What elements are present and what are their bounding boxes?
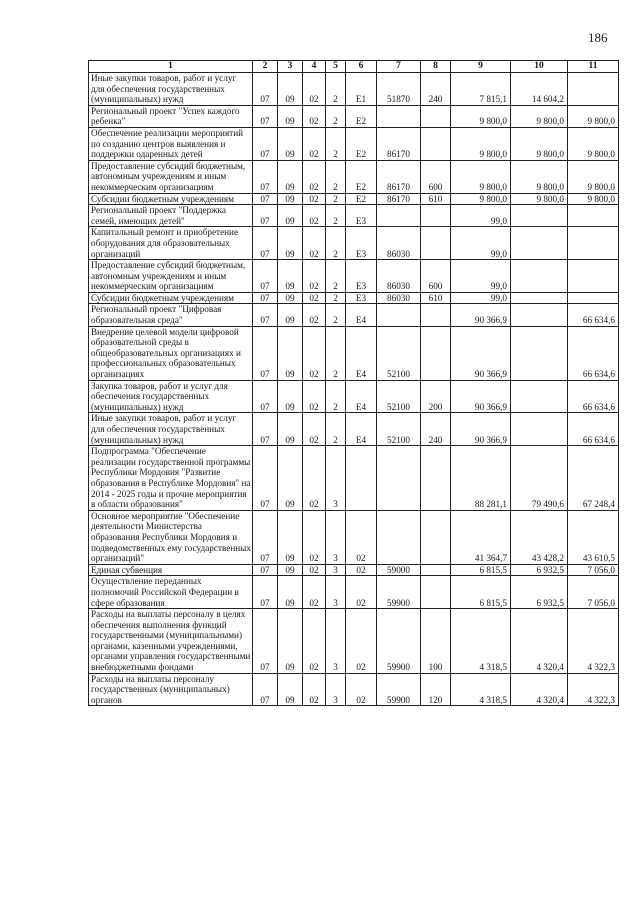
project-cell: Е1: [346, 73, 377, 106]
name-cell: Осуществление переданных полномочий Российской Федерации в сфере образования: [89, 576, 253, 609]
program-cell: 02: [303, 160, 326, 193]
subprogram-cell: 3: [326, 510, 346, 564]
table-row: [89, 326, 619, 380]
name-cell: Региональный проект "Цифровая образовательная среда": [89, 304, 253, 326]
column-header-3: 3: [278, 61, 303, 73]
amount-year1-cell: 99,0: [451, 205, 511, 227]
subprogram-cell: 2: [326, 304, 346, 326]
table-row: [89, 564, 619, 576]
amount-year3-cell: 67 248,4: [568, 446, 619, 511]
amount-year1-cell: 6 815,5: [451, 576, 511, 609]
expense-type-cell: 240: [421, 413, 451, 446]
expense-type-cell: [421, 105, 451, 127]
program-cell: 02: [303, 105, 326, 127]
amount-year1-cell: 9 800,0: [451, 105, 511, 127]
direction-cell: 59000: [377, 564, 421, 576]
direction-cell: 86030: [377, 227, 421, 260]
direction-cell: 51870: [377, 73, 421, 106]
table-row: [89, 673, 619, 706]
amount-year3-cell: [568, 73, 619, 106]
table-row: [89, 446, 619, 511]
program-cell: 02: [303, 446, 326, 511]
direction-cell: [377, 105, 421, 127]
name-cell: Капитальный ремонт и приобретение оборудования для образовательных организаций: [89, 227, 253, 260]
name-cell: Субсидии бюджетным учреждениям: [89, 193, 253, 205]
table-row: [89, 73, 619, 106]
rz-cell: 07: [253, 380, 278, 413]
amount-year2-cell: 4 320,4: [511, 609, 568, 674]
table-row: [89, 413, 619, 446]
amount-year3-cell: 9 800,0: [568, 105, 619, 127]
page-number: 186: [588, 30, 608, 45]
name-cell: Внедрение целевой модели цифровой образовательной среды в общеобразовательных организациях и профессиональных образовательных организациях: [89, 326, 253, 380]
expense-type-cell: 610: [421, 193, 451, 205]
program-cell: 02: [303, 227, 326, 260]
project-cell: Е3: [346, 227, 377, 260]
program-cell: 02: [303, 380, 326, 413]
project-cell: Е4: [346, 304, 377, 326]
amount-year1-cell: 4 318,5: [451, 673, 511, 706]
prz-cell: 09: [278, 227, 303, 260]
project-cell: 02: [346, 609, 377, 674]
name-cell: Региональный проект "Успех каждого ребенка": [89, 105, 253, 127]
program-cell: 02: [303, 510, 326, 564]
prz-cell: 09: [278, 193, 303, 205]
column-header-5: 5: [326, 61, 346, 73]
program-cell: 02: [303, 304, 326, 326]
amount-year1-cell: 90 366,9: [451, 413, 511, 446]
prz-cell: 09: [278, 609, 303, 674]
project-cell: Е4: [346, 326, 377, 380]
rz-cell: 07: [253, 73, 278, 106]
prz-cell: 09: [278, 127, 303, 160]
direction-cell: [377, 510, 421, 564]
amount-year3-cell: 9 800,0: [568, 160, 619, 193]
rz-cell: 07: [253, 260, 278, 293]
name-cell: Основное мероприятие "Обеспечение деятельности Министерства образования Республики Мордовия и подведомственных ему государственных организаций": [89, 510, 253, 564]
prz-cell: 09: [278, 380, 303, 413]
name-cell: Закупка товаров, работ и услуг для обеспечения государственных (муниципальных) нужд: [89, 380, 253, 413]
name-cell: Иные закупки товаров, работ и услуг для обеспечения государственных (муниципальных) нужд: [89, 413, 253, 446]
amount-year2-cell: [511, 380, 568, 413]
amount-year2-cell: [511, 304, 568, 326]
subprogram-cell: 2: [326, 193, 346, 205]
table-row: [89, 260, 619, 293]
column-header-8: 8: [421, 61, 451, 73]
amount-year3-cell: 66 634,6: [568, 304, 619, 326]
amount-year2-cell: 6 932,5: [511, 564, 568, 576]
column-header-9: 9: [451, 61, 511, 73]
expense-type-cell: [421, 304, 451, 326]
amount-year3-cell: 43 610,5: [568, 510, 619, 564]
name-cell: Предоставление субсидий бюджетным, автономным учреждениям и иным некоммерческим организациям: [89, 160, 253, 193]
name-cell: Расходы на выплаты персоналу государственных (муниципальных) органов: [89, 673, 253, 706]
amount-year1-cell: 90 366,9: [451, 380, 511, 413]
prz-cell: 09: [278, 326, 303, 380]
amount-year2-cell: 9 800,0: [511, 193, 568, 205]
direction-cell: 52100: [377, 326, 421, 380]
direction-cell: 86170: [377, 127, 421, 160]
table-row: [89, 160, 619, 193]
subprogram-cell: 2: [326, 413, 346, 446]
column-header-10: 10: [511, 61, 568, 73]
prz-cell: 09: [278, 564, 303, 576]
expense-type-cell: 240: [421, 73, 451, 106]
program-cell: 02: [303, 673, 326, 706]
table-body: [89, 73, 619, 706]
program-cell: 02: [303, 73, 326, 106]
header-row: [89, 61, 619, 73]
project-cell: Е3: [346, 205, 377, 227]
amount-year3-cell: 7 056,0: [568, 564, 619, 576]
name-cell: Подпрограмма "Обеспечение реализации государственной программы Республики Мордовия "Развитие образования в Республике Мордовия" на 2014 - 2025 годы и прочие мероприятия в области образования": [89, 446, 253, 511]
expense-type-cell: 610: [421, 292, 451, 304]
subprogram-cell: 3: [326, 576, 346, 609]
amount-year3-cell: [568, 227, 619, 260]
table-row: [89, 292, 619, 304]
amount-year3-cell: 4 322,3: [568, 673, 619, 706]
subprogram-cell: 3: [326, 446, 346, 511]
program-cell: 02: [303, 127, 326, 160]
table-row: [89, 227, 619, 260]
amount-year1-cell: 4 318,5: [451, 609, 511, 674]
amount-year2-cell: 9 800,0: [511, 127, 568, 160]
rz-cell: 07: [253, 227, 278, 260]
direction-cell: [377, 304, 421, 326]
subprogram-cell: 2: [326, 205, 346, 227]
rz-cell: 07: [253, 564, 278, 576]
amount-year3-cell: 4 322,3: [568, 609, 619, 674]
name-cell: Субсидии бюджетным учреждениям: [89, 292, 253, 304]
amount-year1-cell: 99,0: [451, 227, 511, 260]
amount-year2-cell: 79 490,6: [511, 446, 568, 511]
column-header-4: 4: [303, 61, 326, 73]
table-row: [89, 205, 619, 227]
amount-year2-cell: [511, 326, 568, 380]
table-row: [89, 609, 619, 674]
table-row: [89, 304, 619, 326]
amount-year1-cell: 90 366,9: [451, 304, 511, 326]
amount-year3-cell: 66 634,6: [568, 413, 619, 446]
amount-year3-cell: 9 800,0: [568, 127, 619, 160]
rz-cell: 07: [253, 193, 278, 205]
amount-year2-cell: [511, 205, 568, 227]
program-cell: 02: [303, 564, 326, 576]
name-cell: Единая субвенция: [89, 564, 253, 576]
program-cell: 02: [303, 576, 326, 609]
expense-type-cell: [421, 127, 451, 160]
rz-cell: 07: [253, 304, 278, 326]
amount-year3-cell: [568, 260, 619, 293]
budget-table: [88, 60, 619, 706]
program-cell: 02: [303, 260, 326, 293]
direction-cell: 52100: [377, 380, 421, 413]
table-row: [89, 105, 619, 127]
subprogram-cell: 2: [326, 127, 346, 160]
rz-cell: 07: [253, 510, 278, 564]
amount-year1-cell: 41 364,7: [451, 510, 511, 564]
rz-cell: 07: [253, 446, 278, 511]
expense-type-cell: 600: [421, 260, 451, 293]
rz-cell: 07: [253, 292, 278, 304]
expense-type-cell: 600: [421, 160, 451, 193]
amount-year3-cell: 9 800,0: [568, 193, 619, 205]
table-row: [89, 510, 619, 564]
direction-cell: 86030: [377, 260, 421, 293]
amount-year2-cell: 4 320,4: [511, 673, 568, 706]
project-cell: Е3: [346, 260, 377, 293]
project-cell: Е2: [346, 127, 377, 160]
prz-cell: 09: [278, 292, 303, 304]
prz-cell: 09: [278, 576, 303, 609]
amount-year2-cell: 6 932,5: [511, 576, 568, 609]
table-row: [89, 193, 619, 205]
rz-cell: 07: [253, 160, 278, 193]
prz-cell: 09: [278, 105, 303, 127]
expense-type-cell: [421, 326, 451, 380]
subprogram-cell: 2: [326, 160, 346, 193]
amount-year2-cell: 9 800,0: [511, 105, 568, 127]
amount-year1-cell: 7 815,1: [451, 73, 511, 106]
rz-cell: 07: [253, 127, 278, 160]
subprogram-cell: 3: [326, 564, 346, 576]
project-cell: Е3: [346, 292, 377, 304]
project-cell: 02: [346, 510, 377, 564]
rz-cell: 07: [253, 105, 278, 127]
prz-cell: 09: [278, 446, 303, 511]
amount-year2-cell: 9 800,0: [511, 160, 568, 193]
amount-year2-cell: 43 428,2: [511, 510, 568, 564]
column-header-6: 6: [346, 61, 377, 73]
amount-year2-cell: [511, 227, 568, 260]
expense-type-cell: 200: [421, 380, 451, 413]
project-cell: Е4: [346, 380, 377, 413]
expense-type-cell: 120: [421, 673, 451, 706]
expense-type-cell: [421, 564, 451, 576]
direction-cell: [377, 446, 421, 511]
amount-year2-cell: [511, 413, 568, 446]
rz-cell: 07: [253, 413, 278, 446]
amount-year2-cell: 14 604,2: [511, 73, 568, 106]
project-cell: [346, 446, 377, 511]
column-header-2: 2: [253, 61, 278, 73]
column-header-7: 7: [377, 61, 421, 73]
amount-year3-cell: [568, 292, 619, 304]
amount-year2-cell: [511, 292, 568, 304]
direction-cell: 59900: [377, 609, 421, 674]
program-cell: 02: [303, 413, 326, 446]
prz-cell: 09: [278, 304, 303, 326]
rz-cell: 07: [253, 576, 278, 609]
name-cell: Иные закупки товаров, работ и услуг для обеспечения государственных (муниципальных) нужд: [89, 73, 253, 106]
prz-cell: 09: [278, 205, 303, 227]
amount-year1-cell: 9 800,0: [451, 127, 511, 160]
project-cell: Е2: [346, 193, 377, 205]
amount-year1-cell: 90 366,9: [451, 326, 511, 380]
amount-year1-cell: 99,0: [451, 260, 511, 293]
expense-type-cell: [421, 510, 451, 564]
rz-cell: 07: [253, 609, 278, 674]
subprogram-cell: 2: [326, 326, 346, 380]
amount-year3-cell: 66 634,6: [568, 380, 619, 413]
name-cell: Региональный проект "Поддержка семей, имеющих детей": [89, 205, 253, 227]
prz-cell: 09: [278, 510, 303, 564]
project-cell: Е4: [346, 413, 377, 446]
expense-type-cell: [421, 446, 451, 511]
amount-year1-cell: 9 800,0: [451, 160, 511, 193]
project-cell: 02: [346, 673, 377, 706]
name-cell: Предоставление субсидий бюджетным, автономным учреждениям и иным некоммерческим организациям: [89, 260, 253, 293]
project-cell: Е2: [346, 160, 377, 193]
direction-cell: 86170: [377, 160, 421, 193]
project-cell: 02: [346, 576, 377, 609]
direction-cell: 86170: [377, 193, 421, 205]
program-cell: 02: [303, 292, 326, 304]
direction-cell: [377, 205, 421, 227]
column-header-1: 1: [89, 61, 253, 73]
direction-cell: 86030: [377, 292, 421, 304]
rz-cell: 07: [253, 326, 278, 380]
direction-cell: 52100: [377, 413, 421, 446]
amount-year3-cell: [568, 205, 619, 227]
program-cell: 02: [303, 326, 326, 380]
project-cell: 02: [346, 564, 377, 576]
amount-year3-cell: 66 634,6: [568, 326, 619, 380]
program-cell: 02: [303, 193, 326, 205]
name-cell: Расходы на выплаты персоналу в целях обеспечения выполнения функций государственными (муниципальными) органами, казенными учреждениями, органами управления государственными внебюджетными фондами: [89, 609, 253, 674]
prz-cell: 09: [278, 73, 303, 106]
subprogram-cell: 2: [326, 105, 346, 127]
subprogram-cell: 2: [326, 227, 346, 260]
program-cell: 02: [303, 609, 326, 674]
rz-cell: 07: [253, 673, 278, 706]
direction-cell: 59900: [377, 576, 421, 609]
subprogram-cell: 2: [326, 260, 346, 293]
prz-cell: 09: [278, 673, 303, 706]
table-row: [89, 576, 619, 609]
expense-type-cell: [421, 576, 451, 609]
amount-year3-cell: 7 056,0: [568, 576, 619, 609]
amount-year2-cell: [511, 260, 568, 293]
prz-cell: 09: [278, 413, 303, 446]
amount-year1-cell: 88 281,1: [451, 446, 511, 511]
subprogram-cell: 2: [326, 292, 346, 304]
expense-type-cell: 100: [421, 609, 451, 674]
subprogram-cell: 3: [326, 609, 346, 674]
prz-cell: 09: [278, 160, 303, 193]
table-row: [89, 127, 619, 160]
prz-cell: 09: [278, 260, 303, 293]
subprogram-cell: 2: [326, 380, 346, 413]
subprogram-cell: 2: [326, 73, 346, 106]
column-header-11: 11: [568, 61, 619, 73]
name-cell: Обеспечение реализации мероприятий по созданию центров выявления и поддержки одаренных детей: [89, 127, 253, 160]
table-row: [89, 380, 619, 413]
project-cell: Е2: [346, 105, 377, 127]
subprogram-cell: 3: [326, 673, 346, 706]
expense-type-cell: [421, 227, 451, 260]
program-cell: 02: [303, 205, 326, 227]
amount-year1-cell: 6 815,5: [451, 564, 511, 576]
amount-year1-cell: 99,0: [451, 292, 511, 304]
amount-year1-cell: 9 800,0: [451, 193, 511, 205]
expense-type-cell: [421, 205, 451, 227]
rz-cell: 07: [253, 205, 278, 227]
direction-cell: 59900: [377, 673, 421, 706]
